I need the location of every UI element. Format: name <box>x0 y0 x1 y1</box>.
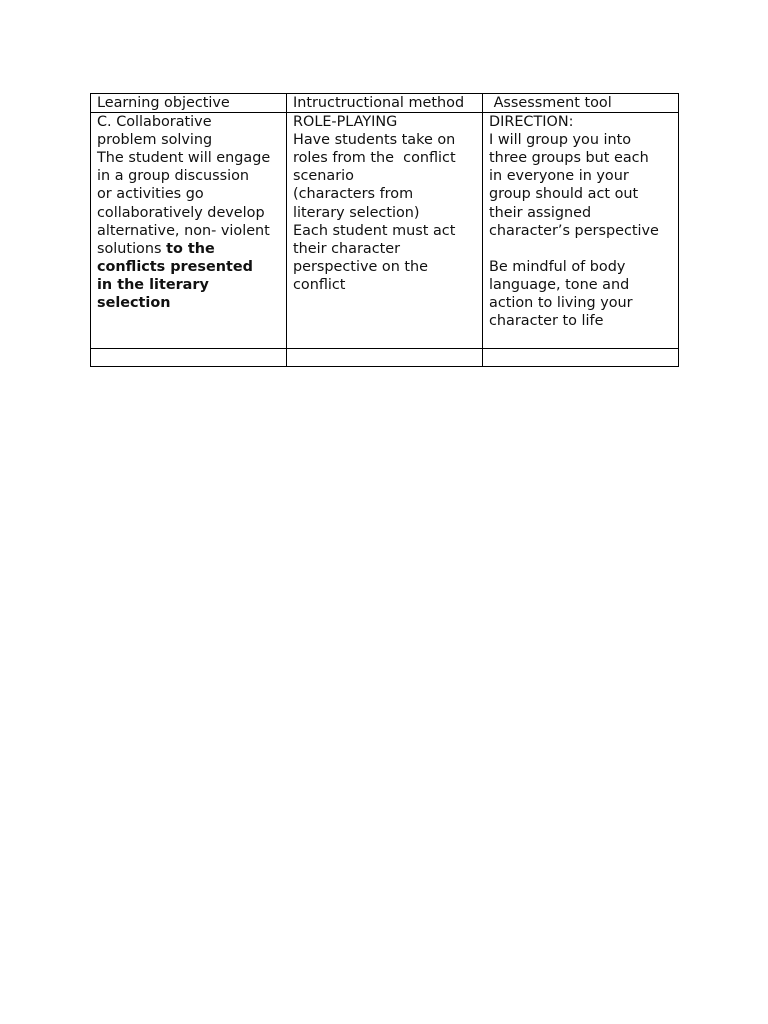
text-line: collaboratively develop <box>97 204 265 221</box>
text-line: scenario <box>293 168 354 185</box>
header-instructional-method: Intructructional method <box>287 94 483 113</box>
text-line: literary selection) <box>293 204 420 221</box>
header-learning-objective: Learning objective <box>91 94 287 113</box>
text-line: I will group you into <box>489 132 632 149</box>
bold-text-line: conflicts presented <box>97 258 253 275</box>
text-line: DIRECTION: <box>489 114 574 131</box>
text-line: their assigned <box>489 204 592 221</box>
text-line: action to living your <box>489 295 633 312</box>
text-line: problem solving <box>97 132 213 149</box>
table-row <box>91 113 679 349</box>
cell-learning-objective <box>91 113 287 349</box>
table-row-empty <box>91 349 679 367</box>
text-line: C. Collaborative <box>97 114 212 131</box>
empty-cell <box>287 349 483 367</box>
empty-cell <box>483 349 679 367</box>
text-line: language, tone and <box>489 276 630 293</box>
text-line: (characters from <box>293 186 414 203</box>
text-line: character’s perspective <box>489 222 659 239</box>
cell-instructional-method <box>287 113 483 349</box>
text-line: conflict <box>293 276 346 293</box>
bold-text-line: selection <box>97 295 171 312</box>
text-line: Be mindful of body <box>489 258 626 275</box>
text-line: The student will engage <box>97 150 271 167</box>
text-line: in everyone in your <box>489 168 629 185</box>
text-line: ROLE-PLAYING <box>293 114 398 131</box>
text-line: their character <box>293 240 401 257</box>
text-line: Each student must act <box>293 222 456 239</box>
text-line: or activities go <box>97 186 204 203</box>
text-line: perspective on the <box>293 258 429 275</box>
mixed-text-line <box>97 240 286 258</box>
bold-text-segment: to the <box>166 240 215 257</box>
text-segment: solutions <box>97 240 167 257</box>
header-assessment-tool: Assessment tool <box>483 94 679 113</box>
text-line: alternative, non- violent <box>97 222 270 239</box>
paragraph-spacer <box>489 240 678 258</box>
text-line: character to life <box>489 313 604 330</box>
text-line: group should act out <box>489 186 639 203</box>
bold-text-line: in the literary <box>97 276 209 293</box>
empty-cell <box>91 349 287 367</box>
text-line: in a group discussion <box>97 168 250 185</box>
lesson-plan-table <box>90 93 679 367</box>
text-line: roles from the conflict <box>293 150 456 167</box>
table-header-row <box>91 94 679 113</box>
text-line: three groups but each <box>489 150 649 167</box>
cell-assessment-tool <box>483 113 679 349</box>
text-line: Have students take on <box>293 132 456 149</box>
